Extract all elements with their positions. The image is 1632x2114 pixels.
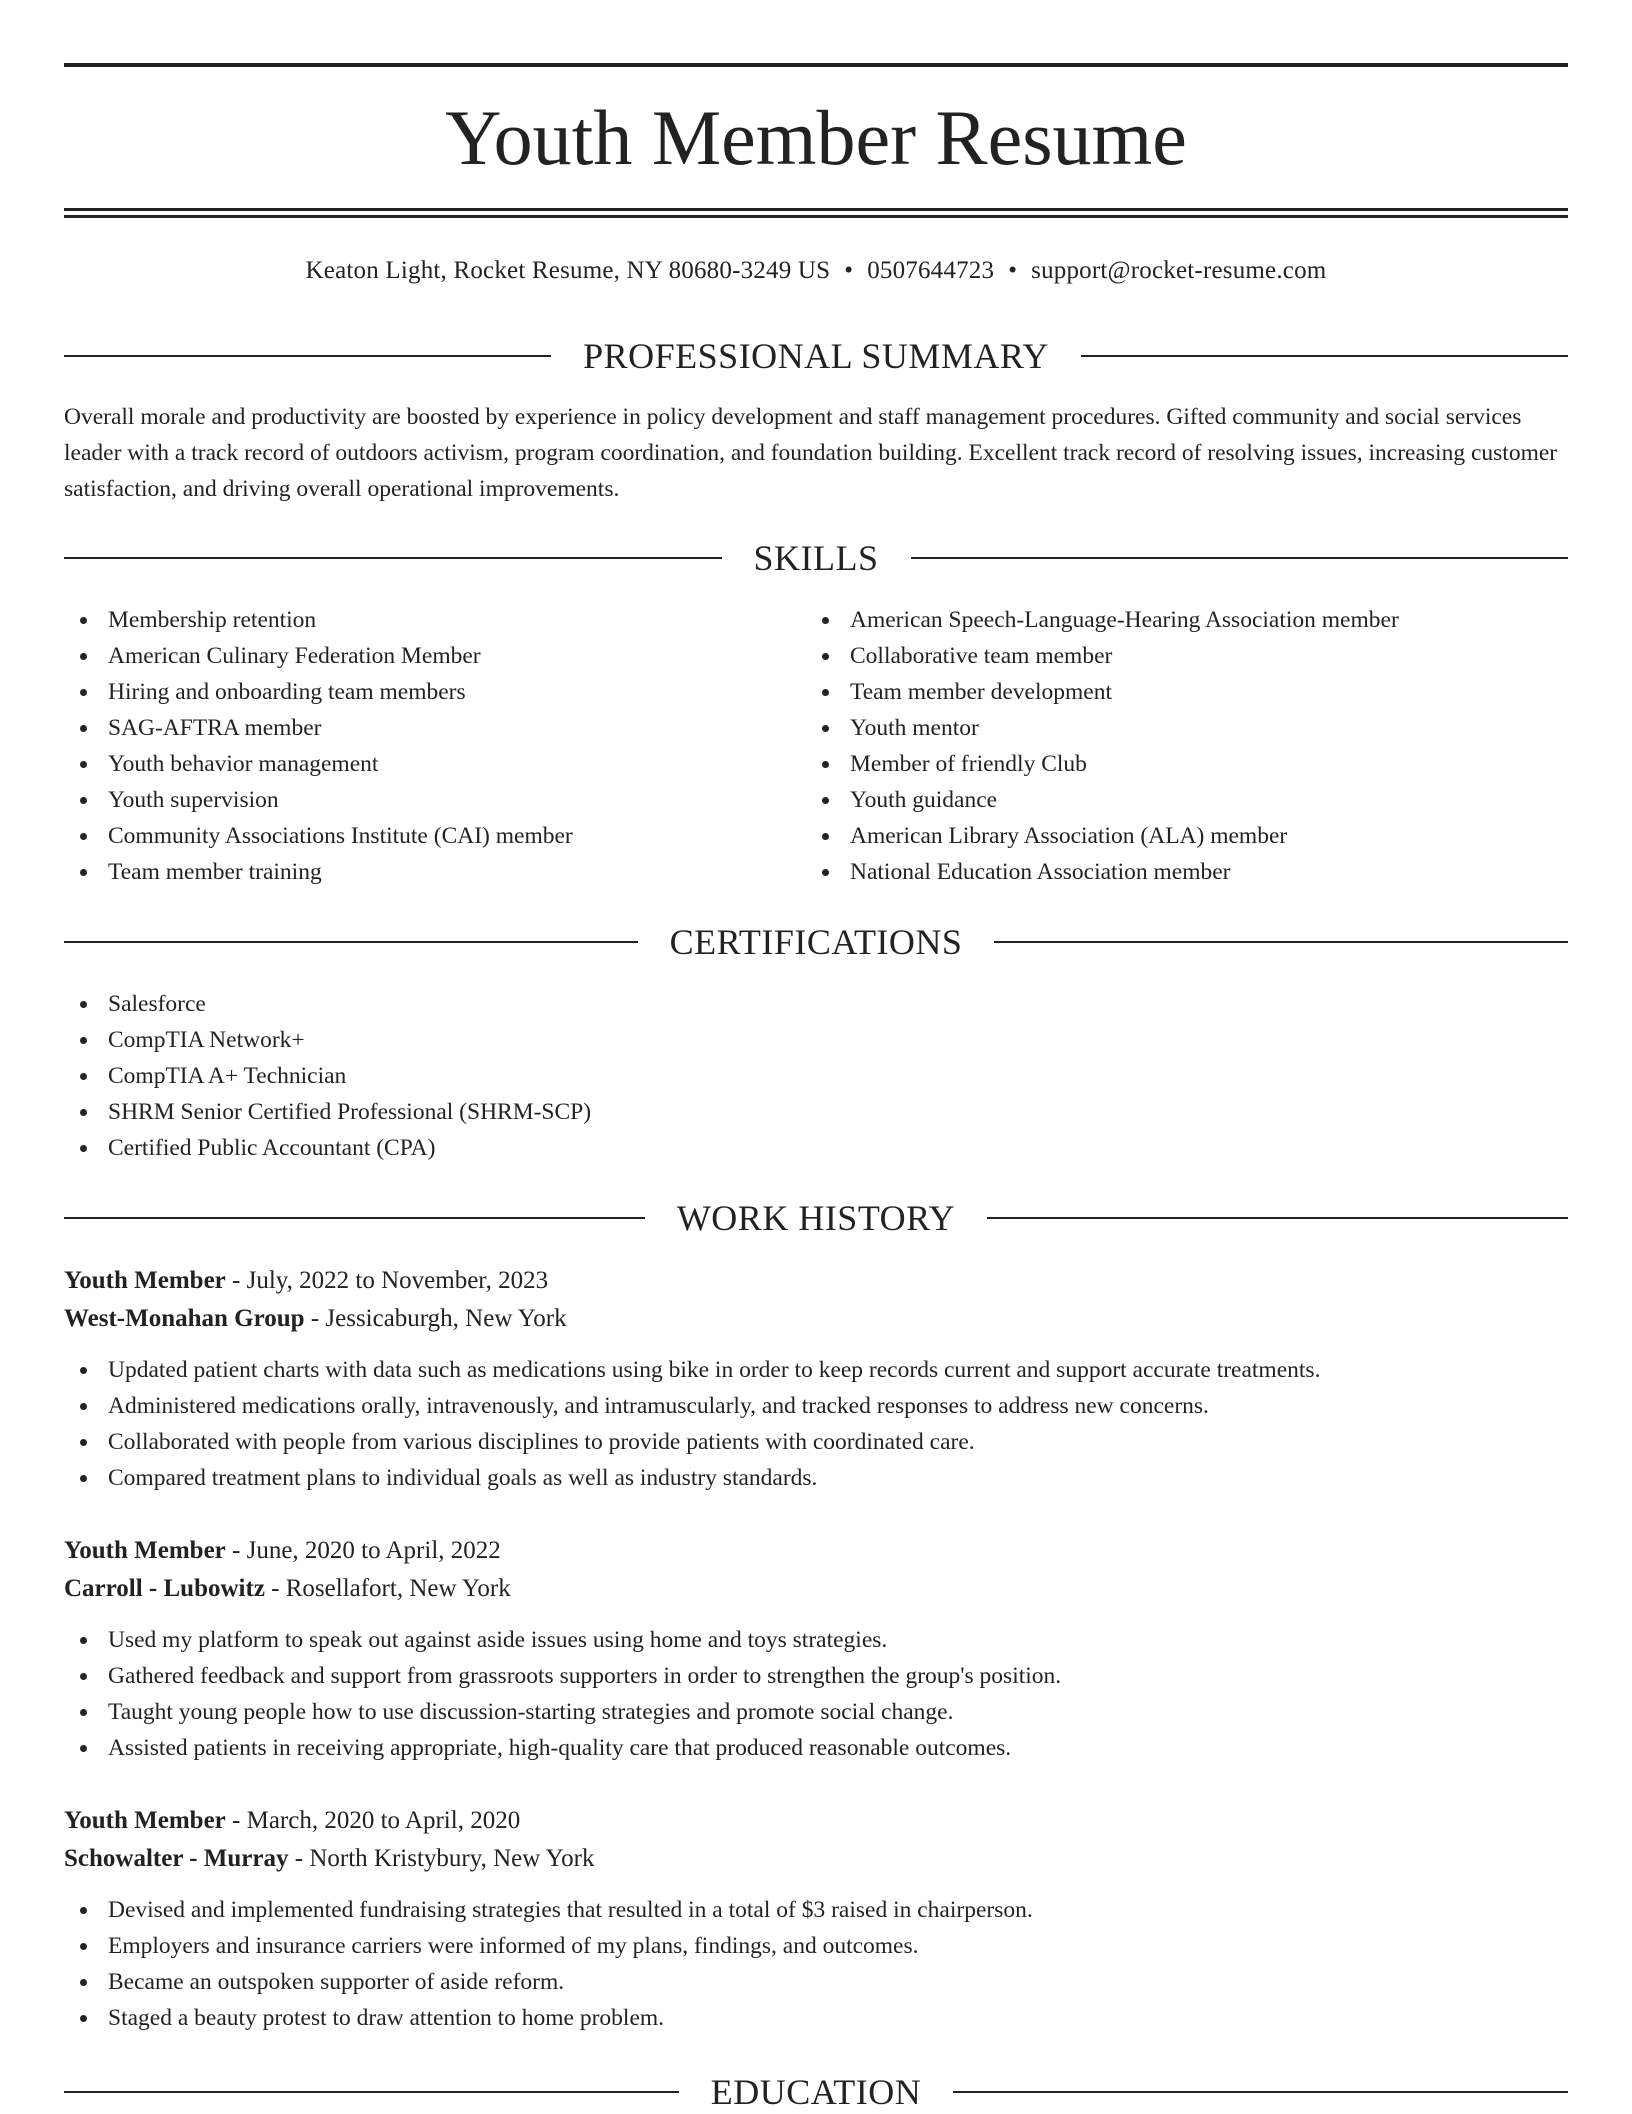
- job-bullet: Staged a beauty protest to draw attention to home problem.: [64, 2000, 1568, 2036]
- section-title: WORK HISTORY: [676, 1198, 956, 1238]
- heading-rule: [64, 1217, 645, 1219]
- job-bullet: Used my platform to speak out against aside issues using home and toys strategies.: [64, 1622, 1568, 1658]
- job-company-line: [64, 1570, 1568, 1608]
- job-title: Youth Member: [64, 1537, 226, 1564]
- job-bullet: Devised and implemented fundraising strategies that resulted in a total of $3 raised in chairperson.: [64, 1892, 1568, 1928]
- skill-item: Youth guidance: [806, 782, 1566, 818]
- job-bullets: [64, 1622, 1568, 1766]
- job-bullet: Became an outspoken supporter of aside reform.: [64, 1964, 1568, 2000]
- section-heading-education: [64, 2070, 1568, 2114]
- skill-item: Youth supervision: [64, 782, 764, 818]
- certification-item: Certified Public Accountant (CPA): [64, 1130, 964, 1166]
- skill-item: Membership retention: [64, 602, 764, 638]
- title-double-rule: [64, 208, 1568, 218]
- job-company: West-Monahan Group: [64, 1305, 305, 1332]
- job-bullet: Compared treatment plans to individual goals as well as industry standards.: [64, 1460, 1568, 1496]
- section-title: CERTIFICATIONS: [669, 922, 963, 962]
- section-heading-work-history: [64, 1196, 1568, 1240]
- job-dates: - March, 2020 to April, 2020: [225, 1807, 521, 1834]
- job-company-line: [64, 1300, 1568, 1338]
- heading-rule: [64, 355, 551, 357]
- job-entry: [64, 1262, 1568, 1496]
- job-role-line: [64, 1262, 1568, 1300]
- job-location: - North Kristybury, New York: [288, 1845, 595, 1872]
- section-title: PROFESSIONAL SUMMARY: [583, 336, 1049, 376]
- job-entry: [64, 1802, 1568, 2036]
- certification-item: SHRM Senior Certified Professional (SHRM-SCP): [64, 1094, 964, 1130]
- section-title: EDUCATION: [710, 2072, 922, 2112]
- job-bullets: [64, 1892, 1568, 2036]
- section-heading-summary: [64, 334, 1568, 378]
- job-location: - Jessicaburgh, New York: [304, 1305, 567, 1332]
- certification-item: CompTIA Network+: [64, 1022, 964, 1058]
- job-company: Carroll - Lubowitz: [64, 1575, 265, 1602]
- job-role-line: [64, 1532, 1568, 1570]
- contact-separator: •: [1008, 257, 1018, 284]
- contact-line: [64, 254, 1568, 288]
- skill-item: National Education Association member: [806, 854, 1566, 890]
- job-bullet: Administered medications orally, intravenously, and intramuscularly, and tracked responses to address new concerns.: [64, 1388, 1568, 1424]
- heading-rule: [987, 1217, 1568, 1219]
- skill-item: SAG-AFTRA member: [64, 710, 764, 746]
- skill-item: Team member training: [64, 854, 764, 890]
- top-rule: [64, 63, 1568, 67]
- skill-item: Youth mentor: [806, 710, 1566, 746]
- contact-email: support@rocket-resume.com: [1031, 257, 1327, 284]
- skill-item: Youth behavior management: [64, 746, 764, 782]
- summary-text: Overall morale and productivity are boosted by experience in policy development and staff management procedures. Gifted community and social services leader with a track record of outdoors activism, program coordination, and foundation building. Excellent track record of resolving issues, increasing customer satisfaction, and driving overall operational improvements.: [64, 404, 1558, 502]
- skills-list-left: [64, 602, 764, 890]
- contact-separator: •: [844, 257, 854, 284]
- section-heading-skills: [64, 536, 1568, 580]
- skill-item: Community Associations Institute (CAI) member: [64, 818, 764, 854]
- job-bullet: Employers and insurance carriers were informed of my plans, findings, and outcomes.: [64, 1928, 1568, 1964]
- section-title: SKILLS: [753, 538, 879, 578]
- heading-rule: [1081, 355, 1568, 357]
- job-bullets: [64, 1352, 1568, 1496]
- certification-item: CompTIA A+ Technician: [64, 1058, 964, 1094]
- certifications-list: [64, 986, 964, 1166]
- skill-item: Team member development: [806, 674, 1566, 710]
- job-bullet: Taught young people how to use discussion-starting strategies and promote social change.: [64, 1694, 1568, 1730]
- skill-item: American Library Association (ALA) member: [806, 818, 1566, 854]
- job-company-line: [64, 1840, 1568, 1878]
- job-entry: [64, 1532, 1568, 1766]
- heading-rule: [64, 557, 722, 559]
- job-dates: - June, 2020 to April, 2022: [225, 1537, 501, 1564]
- section-heading-certifications: [64, 920, 1568, 964]
- job-title: Youth Member: [64, 1807, 226, 1834]
- job-title: Youth Member: [64, 1267, 226, 1294]
- job-dates: - July, 2022 to November, 2023: [225, 1267, 549, 1294]
- job-company: Schowalter - Murray: [64, 1845, 289, 1872]
- job-role-line: [64, 1802, 1568, 1840]
- skill-item: Member of friendly Club: [806, 746, 1566, 782]
- skill-item: American Speech-Language-Hearing Association member: [806, 602, 1566, 638]
- skill-item: Hiring and onboarding team members: [64, 674, 764, 710]
- skills-list-right: [806, 602, 1566, 890]
- job-location: - Rosellafort, New York: [264, 1575, 511, 1602]
- heading-rule: [994, 941, 1568, 943]
- heading-rule: [64, 2091, 679, 2093]
- heading-rule: [64, 941, 638, 943]
- heading-rule: [953, 2091, 1568, 2093]
- contact-address: Keaton Light, Rocket Resume, NY 80680-3249 US: [305, 257, 831, 284]
- skill-item: Collaborative team member: [806, 638, 1566, 674]
- job-bullet: Updated patient charts with data such as medications using bike in order to keep records current and support accurate treatments.: [64, 1352, 1568, 1388]
- job-bullet: Gathered feedback and support from grassroots supporters in order to strengthen the group's position.: [64, 1658, 1568, 1694]
- job-bullet: Collaborated with people from various disciplines to provide patients with coordinated care.: [64, 1424, 1568, 1460]
- skill-item: American Culinary Federation Member: [64, 638, 764, 674]
- contact-phone: 0507644723: [867, 257, 995, 284]
- job-bullet: Assisted patients in receiving appropriate, high-quality care that produced reasonable outcomes.: [64, 1730, 1568, 1766]
- heading-rule: [911, 557, 1569, 559]
- resume-title: Youth Member Resume: [445, 94, 1187, 181]
- certification-item: Salesforce: [64, 986, 964, 1022]
